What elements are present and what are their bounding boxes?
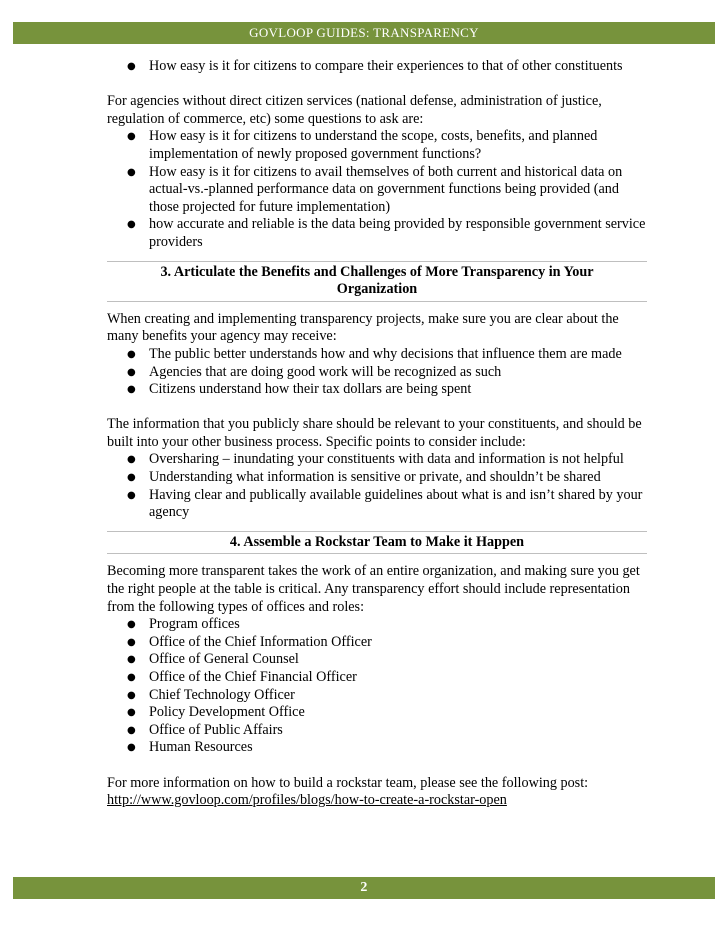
list-item: ● Office of General Counsel (107, 651, 647, 669)
footer-banner (13, 877, 715, 899)
bullet-list-5 (107, 616, 647, 757)
list-item: ● Chief Technology Officer (107, 687, 647, 705)
bullet-list-2 (107, 128, 647, 251)
list-item: ● Program offices (107, 616, 647, 634)
paragraph-rockstar-team: Becoming more transparent takes the work of an entire organization, and making sure you get the right people at the table is critical. Any transparency effort should include representation from the following types of offices and roles: (107, 563, 640, 615)
paragraph-benefits: When creating and implementing transparency projects, make sure you are clear about the many benefits your agency may receive: (107, 310, 619, 345)
list-item: ● Agencies that are doing good work will be recognized as such (107, 364, 647, 382)
list-item: ● The public better understands how and why decisions that influence them are made (107, 346, 647, 364)
bullet-list-3 (107, 346, 647, 399)
list-item: ● Understanding what information is sensitive or private, and shouldn’t be shared (107, 469, 647, 487)
list-item: ● Office of Public Affairs (107, 722, 647, 740)
list-item: ● Policy Development Office (107, 704, 647, 722)
list-item: ● how accurate and reliable is the data being provided by responsible government service providers (107, 216, 647, 251)
list-item: ● Human Resources (107, 739, 647, 757)
list-item: ● Office of the Chief Information Officer (107, 634, 647, 652)
paragraph-agencies: For agencies without direct citizen services (national defense, administration of justice, regulation of commerce, etc) some questions to ask are: (107, 93, 602, 127)
section-heading-4: 4. Assemble a Rockstar Team to Make it Happen (107, 531, 647, 555)
rockstar-post-link[interactable]: http://www.govloop.com/profiles/blogs/how-to-create-a-rockstar-open (107, 792, 507, 809)
header-title: GOVLOOP GUIDES: TRANSPARENCY (249, 25, 479, 40)
page-content (107, 58, 647, 810)
list-item: ● Citizens understand how their tax dollars are being spent (107, 381, 647, 399)
bullet-list-1 (107, 58, 647, 76)
list-item: ● How easy is it for citizens to understand the scope, costs, benefits, and planned implementation of newly proposed government functions? (107, 128, 647, 163)
list-item: ● Office of the Chief Financial Officer (107, 669, 647, 687)
page-number: 2 (360, 880, 368, 895)
paragraph-information: The information that you publicly share should be relevant to your constituents, and should be built into your other business process. Specific points to consider include: (107, 416, 642, 450)
list-item: ● Oversharing – inundating your constituents with data and information is not helpful (107, 451, 647, 469)
paragraph-more-info: For more information on how to build a rockstar team, please see the following post: (107, 774, 589, 791)
header-banner (13, 22, 715, 44)
section-heading-3: 3. Articulate the Benefits and Challenges of More Transparency in Your Organization (107, 261, 647, 302)
bullet-list-4 (107, 451, 647, 521)
list-item: ● Having clear and publically available guidelines about what is and isn’t shared by your agency (107, 487, 647, 522)
list-item: ● How easy is it for citizens to avail themselves of both current and historical data on actual-vs.-planned performance data on government functions being provided (and those projected for future implementation) (107, 164, 647, 217)
list-item: ● How easy is it for citizens to compare their experiences to that of other constituents (107, 58, 647, 76)
